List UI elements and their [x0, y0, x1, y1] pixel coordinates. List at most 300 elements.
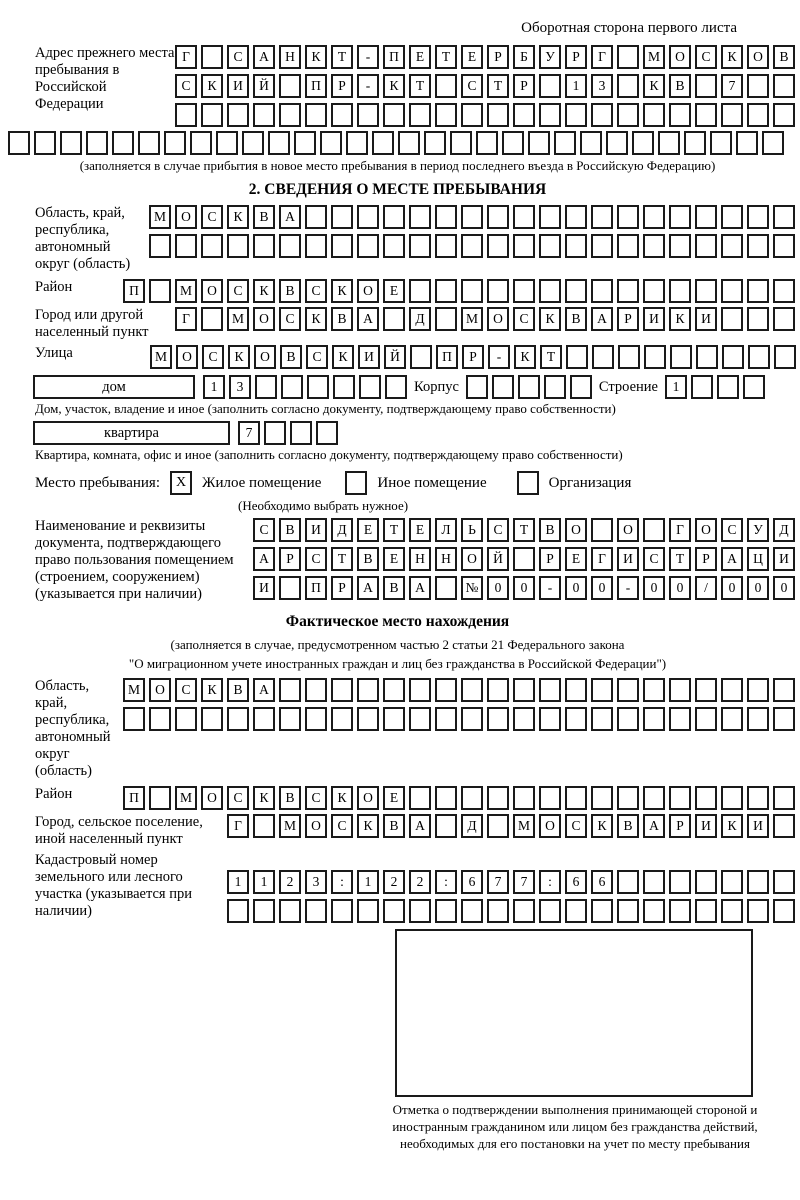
char-cell[interactable] [359, 375, 381, 399]
char-cell[interactable]: С [695, 45, 717, 69]
char-cell[interactable] [669, 870, 691, 894]
char-cell[interactable]: 1 [665, 375, 687, 399]
char-cell[interactable]: Т [540, 345, 562, 369]
char-cell[interactable] [695, 279, 717, 303]
char-cell[interactable]: А [591, 307, 613, 331]
char-cell[interactable] [617, 103, 639, 127]
char-cell[interactable] [747, 870, 769, 894]
char-cell[interactable] [357, 899, 379, 923]
char-cell[interactable]: М [227, 307, 249, 331]
char-cell[interactable]: Д [773, 518, 795, 542]
char-cell[interactable]: Д [409, 307, 431, 331]
char-cell[interactable]: - [488, 345, 510, 369]
char-cell[interactable] [294, 131, 316, 155]
char-cell[interactable]: И [227, 74, 249, 98]
char-cell[interactable]: П [123, 279, 145, 303]
char-cell[interactable] [60, 131, 82, 155]
char-cell[interactable]: С [201, 205, 223, 229]
char-cell[interactable]: - [357, 45, 379, 69]
char-cell[interactable] [513, 279, 535, 303]
char-cell[interactable]: И [358, 345, 380, 369]
char-cell[interactable] [617, 786, 639, 810]
char-cell[interactable] [409, 899, 431, 923]
char-cell[interactable] [643, 279, 665, 303]
char-cell[interactable] [383, 707, 405, 731]
char-cell[interactable] [149, 234, 171, 258]
char-cell[interactable] [513, 234, 535, 258]
char-cell[interactable] [722, 345, 744, 369]
char-cell[interactable]: 1 [253, 870, 275, 894]
char-cell[interactable]: : [435, 870, 457, 894]
char-cell[interactable] [253, 899, 275, 923]
char-cell[interactable]: М [461, 307, 483, 331]
char-cell[interactable]: О [669, 45, 691, 69]
char-cell[interactable]: Р [279, 547, 301, 571]
char-cell[interactable] [331, 707, 353, 731]
char-cell[interactable]: К [643, 74, 665, 98]
char-cell[interactable] [591, 518, 613, 542]
char-cell[interactable] [487, 279, 509, 303]
char-cell[interactable]: А [253, 678, 275, 702]
char-cell[interactable]: Т [409, 74, 431, 98]
char-cell[interactable] [487, 899, 509, 923]
char-cell[interactable] [747, 678, 769, 702]
char-cell[interactable] [643, 899, 665, 923]
char-cell[interactable] [290, 421, 312, 445]
char-cell[interactable] [410, 345, 432, 369]
char-cell[interactable] [721, 707, 743, 731]
char-cell[interactable] [112, 131, 134, 155]
char-cell[interactable] [138, 131, 160, 155]
char-cell[interactable] [435, 74, 457, 98]
char-cell[interactable] [227, 899, 249, 923]
char-cell[interactable]: В [357, 547, 379, 571]
char-cell[interactable]: Ц [747, 547, 769, 571]
char-cell[interactable]: М [513, 814, 535, 838]
char-cell[interactable] [409, 234, 431, 258]
char-cell[interactable]: К [331, 786, 353, 810]
char-cell[interactable]: И [305, 518, 327, 542]
char-cell[interactable] [305, 205, 327, 229]
char-cell[interactable]: : [331, 870, 353, 894]
char-cell[interactable] [513, 103, 535, 127]
char-cell[interactable]: К [591, 814, 613, 838]
char-cell[interactable]: Р [331, 74, 353, 98]
char-cell[interactable] [123, 707, 145, 731]
char-cell[interactable] [435, 307, 457, 331]
char-cell[interactable] [565, 678, 587, 702]
char-cell[interactable] [149, 707, 171, 731]
char-cell[interactable]: О [149, 678, 171, 702]
char-cell[interactable]: О [357, 279, 379, 303]
char-cell[interactable]: А [643, 814, 665, 838]
char-cell[interactable]: Е [357, 518, 379, 542]
char-cell[interactable] [591, 205, 613, 229]
char-cell[interactable] [554, 131, 576, 155]
char-cell[interactable]: С [253, 518, 275, 542]
char-cell[interactable]: К [253, 786, 275, 810]
char-cell[interactable] [684, 131, 706, 155]
char-cell[interactable] [606, 131, 628, 155]
char-cell[interactable]: К [669, 307, 691, 331]
char-cell[interactable]: Ь [461, 518, 483, 542]
char-cell[interactable] [357, 678, 379, 702]
char-cell[interactable] [253, 707, 275, 731]
char-cell[interactable] [591, 678, 613, 702]
char-cell[interactable]: М [149, 205, 171, 229]
char-cell[interactable]: 0 [773, 576, 795, 600]
char-cell[interactable] [643, 103, 665, 127]
char-cell[interactable] [190, 131, 212, 155]
char-cell[interactable]: Г [669, 518, 691, 542]
char-cell[interactable]: - [539, 576, 561, 600]
char-cell[interactable] [331, 678, 353, 702]
char-cell[interactable] [528, 131, 550, 155]
char-cell[interactable] [721, 307, 743, 331]
char-cell[interactable] [346, 131, 368, 155]
char-cell[interactable]: П [305, 74, 327, 98]
char-cell[interactable]: Г [175, 307, 197, 331]
char-cell[interactable]: Г [591, 547, 613, 571]
char-cell[interactable]: С [305, 786, 327, 810]
char-cell[interactable] [201, 707, 223, 731]
char-cell[interactable] [570, 375, 592, 399]
char-cell[interactable]: Р [331, 576, 353, 600]
char-cell[interactable] [643, 678, 665, 702]
char-cell[interactable] [281, 375, 303, 399]
char-cell[interactable] [539, 234, 561, 258]
char-cell[interactable]: Д [331, 518, 353, 542]
char-cell[interactable] [331, 234, 353, 258]
char-cell[interactable] [565, 103, 587, 127]
char-cell[interactable] [279, 234, 301, 258]
char-cell[interactable] [721, 678, 743, 702]
char-cell[interactable] [743, 375, 765, 399]
char-cell[interactable]: С [305, 547, 327, 571]
char-cell[interactable] [435, 234, 457, 258]
char-cell[interactable]: В [253, 205, 275, 229]
char-cell[interactable]: : [539, 870, 561, 894]
char-cell[interactable] [774, 345, 796, 369]
char-cell[interactable] [305, 899, 327, 923]
char-cell[interactable]: 0 [747, 576, 769, 600]
char-cell[interactable] [86, 131, 108, 155]
char-cell[interactable] [307, 375, 329, 399]
char-cell[interactable]: 2 [409, 870, 431, 894]
char-cell[interactable]: О [487, 307, 509, 331]
char-cell[interactable] [305, 234, 327, 258]
char-cell[interactable]: С [305, 279, 327, 303]
char-cell[interactable]: С [721, 518, 743, 542]
char-cell[interactable] [643, 870, 665, 894]
char-cell[interactable] [643, 205, 665, 229]
char-cell[interactable] [566, 345, 588, 369]
char-cell[interactable] [643, 518, 665, 542]
char-cell[interactable] [305, 678, 327, 702]
char-cell[interactable]: Е [565, 547, 587, 571]
char-cell[interactable] [357, 103, 379, 127]
char-cell[interactable] [721, 205, 743, 229]
char-cell[interactable]: А [409, 814, 431, 838]
char-cell[interactable]: К [721, 814, 743, 838]
char-cell[interactable] [670, 345, 692, 369]
char-cell[interactable] [565, 786, 587, 810]
char-cell[interactable]: О [254, 345, 276, 369]
char-cell[interactable] [591, 899, 613, 923]
char-cell[interactable] [591, 234, 613, 258]
char-cell[interactable]: У [747, 518, 769, 542]
char-cell[interactable] [164, 131, 186, 155]
char-cell[interactable]: К [332, 345, 354, 369]
char-cell[interactable]: О [201, 786, 223, 810]
char-cell[interactable] [710, 131, 732, 155]
char-cell[interactable] [175, 103, 197, 127]
char-cell[interactable] [461, 899, 483, 923]
char-cell[interactable]: А [253, 45, 275, 69]
char-cell[interactable] [487, 678, 509, 702]
char-cell[interactable]: О [695, 518, 717, 542]
char-cell[interactable]: Г [175, 45, 197, 69]
char-cell[interactable] [513, 678, 535, 702]
char-cell[interactable]: С [331, 814, 353, 838]
char-cell[interactable]: С [175, 74, 197, 98]
char-cell[interactable]: Е [383, 547, 405, 571]
char-cell[interactable] [487, 786, 509, 810]
char-cell[interactable]: В [669, 74, 691, 98]
char-cell[interactable] [331, 103, 353, 127]
char-cell[interactable] [721, 870, 743, 894]
char-cell[interactable] [461, 786, 483, 810]
char-cell[interactable]: М [175, 279, 197, 303]
char-cell[interactable] [539, 279, 561, 303]
char-cell[interactable]: 1 [565, 74, 587, 98]
char-cell[interactable] [721, 103, 743, 127]
char-cell[interactable] [539, 205, 561, 229]
char-cell[interactable]: С [279, 307, 301, 331]
char-cell[interactable] [695, 103, 717, 127]
char-cell[interactable]: К [331, 279, 353, 303]
char-cell[interactable] [461, 103, 483, 127]
char-cell[interactable] [409, 678, 431, 702]
char-cell[interactable]: / [695, 576, 717, 600]
char-cell[interactable]: С [202, 345, 224, 369]
char-cell[interactable] [617, 279, 639, 303]
char-cell[interactable] [331, 205, 353, 229]
char-cell[interactable]: К [383, 74, 405, 98]
char-cell[interactable]: Е [383, 786, 405, 810]
char-cell[interactable]: Р [565, 45, 587, 69]
char-cell[interactable] [591, 279, 613, 303]
char-cell[interactable] [357, 205, 379, 229]
char-cell[interactable] [669, 786, 691, 810]
char-cell[interactable]: А [357, 307, 379, 331]
char-cell[interactable] [539, 707, 561, 731]
char-cell[interactable] [435, 576, 457, 600]
char-cell[interactable] [617, 45, 639, 69]
char-cell[interactable] [695, 870, 717, 894]
checkbox-organization[interactable] [517, 471, 539, 495]
char-cell[interactable]: Т [383, 518, 405, 542]
char-cell[interactable]: Р [513, 74, 535, 98]
char-cell[interactable] [383, 103, 405, 127]
char-cell[interactable] [747, 103, 769, 127]
char-cell[interactable]: О [357, 786, 379, 810]
char-cell[interactable] [305, 707, 327, 731]
char-cell[interactable] [435, 814, 457, 838]
char-cell[interactable] [435, 279, 457, 303]
char-cell[interactable] [435, 707, 457, 731]
char-cell[interactable]: М [175, 786, 197, 810]
char-cell[interactable]: О [539, 814, 561, 838]
char-cell[interactable] [565, 707, 587, 731]
char-cell[interactable] [518, 375, 540, 399]
char-cell[interactable] [409, 707, 431, 731]
char-cell[interactable] [424, 131, 446, 155]
char-cell[interactable]: В [279, 786, 301, 810]
char-cell[interactable]: № [461, 576, 483, 600]
char-cell[interactable]: Е [383, 279, 405, 303]
char-cell[interactable] [8, 131, 30, 155]
char-cell[interactable] [279, 103, 301, 127]
char-cell[interactable]: И [643, 307, 665, 331]
char-cell[interactable]: Р [695, 547, 717, 571]
char-cell[interactable]: А [279, 205, 301, 229]
char-cell[interactable]: В [279, 279, 301, 303]
char-cell[interactable]: С [306, 345, 328, 369]
char-cell[interactable] [279, 74, 301, 98]
char-cell[interactable] [253, 234, 275, 258]
char-cell[interactable]: И [747, 814, 769, 838]
char-cell[interactable]: С [227, 279, 249, 303]
char-cell[interactable] [487, 814, 509, 838]
char-cell[interactable] [747, 707, 769, 731]
char-cell[interactable] [372, 131, 394, 155]
char-cell[interactable] [565, 279, 587, 303]
char-cell[interactable] [279, 576, 301, 600]
char-cell[interactable]: В [539, 518, 561, 542]
char-cell[interactable]: М [279, 814, 301, 838]
char-cell[interactable]: О [201, 279, 223, 303]
char-cell[interactable] [149, 279, 171, 303]
char-cell[interactable]: 7 [513, 870, 535, 894]
char-cell[interactable] [253, 103, 275, 127]
char-cell[interactable] [643, 707, 665, 731]
char-cell[interactable] [539, 678, 561, 702]
char-cell[interactable] [643, 234, 665, 258]
char-cell[interactable] [357, 707, 379, 731]
char-cell[interactable]: М [643, 45, 665, 69]
char-cell[interactable] [669, 707, 691, 731]
char-cell[interactable]: О [747, 45, 769, 69]
char-cell[interactable] [409, 205, 431, 229]
char-cell[interactable] [747, 74, 769, 98]
char-cell[interactable] [695, 234, 717, 258]
char-cell[interactable] [617, 678, 639, 702]
char-cell[interactable] [385, 375, 407, 399]
char-cell[interactable]: Т [487, 74, 509, 98]
char-cell[interactable] [591, 707, 613, 731]
char-cell[interactable] [409, 103, 431, 127]
char-cell[interactable] [747, 279, 769, 303]
char-cell[interactable] [487, 103, 509, 127]
char-cell[interactable]: В [773, 45, 795, 69]
char-cell[interactable] [435, 786, 457, 810]
char-cell[interactable] [201, 234, 223, 258]
char-cell[interactable] [539, 103, 561, 127]
char-cell[interactable] [565, 234, 587, 258]
char-cell[interactable] [502, 131, 524, 155]
char-cell[interactable]: 6 [565, 870, 587, 894]
char-cell[interactable]: В [383, 814, 405, 838]
char-cell[interactable]: А [253, 547, 275, 571]
char-cell[interactable] [461, 707, 483, 731]
char-cell[interactable]: Й [384, 345, 406, 369]
char-cell[interactable] [320, 131, 342, 155]
char-cell[interactable]: С [643, 547, 665, 571]
char-cell[interactable]: И [617, 547, 639, 571]
char-cell[interactable] [357, 234, 379, 258]
char-cell[interactable]: О [253, 307, 275, 331]
char-cell[interactable]: К [227, 205, 249, 229]
char-cell[interactable] [747, 786, 769, 810]
char-cell[interactable]: 0 [487, 576, 509, 600]
checkbox-residential[interactable]: X [170, 471, 192, 495]
char-cell[interactable] [255, 375, 277, 399]
char-cell[interactable]: 7 [487, 870, 509, 894]
char-cell[interactable] [773, 234, 795, 258]
char-cell[interactable] [435, 678, 457, 702]
char-cell[interactable] [747, 234, 769, 258]
char-cell[interactable] [201, 307, 223, 331]
char-cell[interactable]: Л [435, 518, 457, 542]
char-cell[interactable]: А [409, 576, 431, 600]
char-cell[interactable] [216, 131, 238, 155]
char-cell[interactable] [544, 375, 566, 399]
char-cell[interactable]: 3 [229, 375, 251, 399]
char-cell[interactable]: В [383, 576, 405, 600]
char-cell[interactable]: О [175, 205, 197, 229]
char-cell[interactable] [773, 103, 795, 127]
char-cell[interactable] [565, 205, 587, 229]
char-cell[interactable]: К [201, 678, 223, 702]
char-cell[interactable] [279, 678, 301, 702]
char-cell[interactable]: О [305, 814, 327, 838]
char-cell[interactable] [591, 103, 613, 127]
char-cell[interactable]: Р [669, 814, 691, 838]
char-cell[interactable] [383, 899, 405, 923]
char-cell[interactable]: К [539, 307, 561, 331]
char-cell[interactable] [201, 45, 223, 69]
char-cell[interactable]: Е [461, 45, 483, 69]
char-cell[interactable]: Т [669, 547, 691, 571]
char-cell[interactable] [435, 103, 457, 127]
char-cell[interactable]: Т [331, 547, 353, 571]
char-cell[interactable] [773, 74, 795, 98]
char-cell[interactable]: К [253, 279, 275, 303]
char-cell[interactable]: Т [435, 45, 457, 69]
char-cell[interactable]: 3 [305, 870, 327, 894]
char-cell[interactable] [539, 899, 561, 923]
char-cell[interactable]: А [357, 576, 379, 600]
char-cell[interactable] [513, 547, 535, 571]
char-cell[interactable]: В [331, 307, 353, 331]
char-cell[interactable] [773, 279, 795, 303]
char-cell[interactable] [695, 74, 717, 98]
char-cell[interactable]: В [280, 345, 302, 369]
char-cell[interactable] [721, 234, 743, 258]
char-cell[interactable]: И [253, 576, 275, 600]
char-cell[interactable]: 2 [279, 870, 301, 894]
